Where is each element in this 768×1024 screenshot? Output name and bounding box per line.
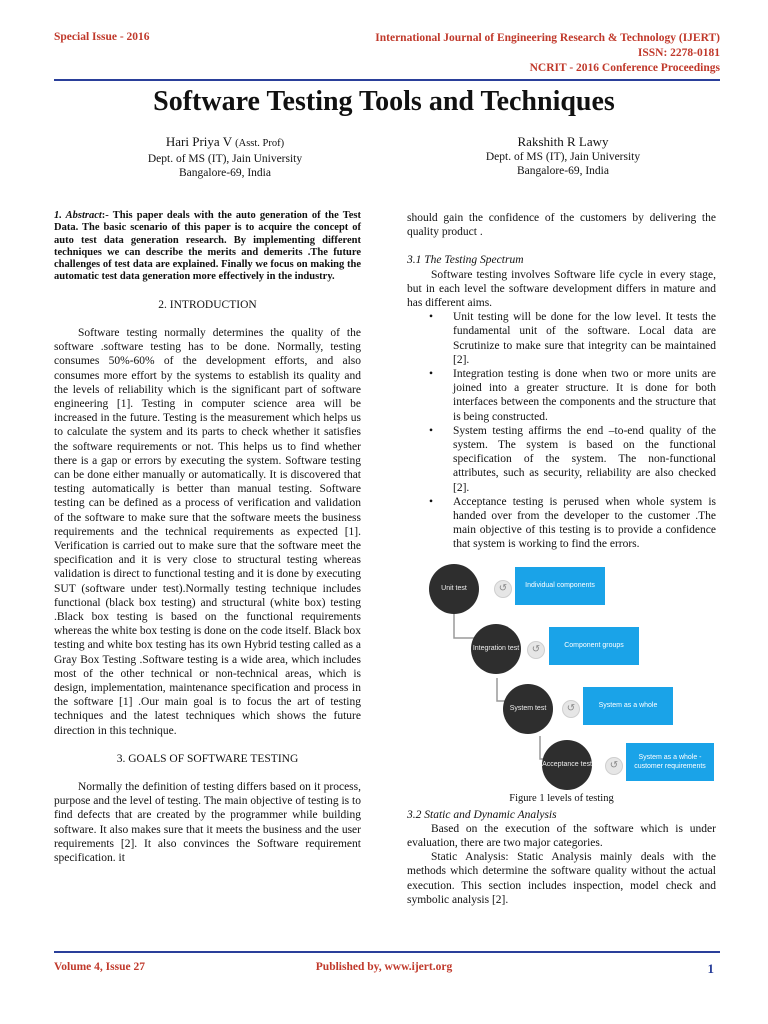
node-system-test: System test (503, 684, 553, 734)
arrow-circle-icon: ↺ (562, 700, 580, 718)
footer-rule (54, 951, 720, 953)
right-column (407, 211, 716, 907)
page-number: 1 (707, 961, 714, 976)
list-item: • System testing affirms the end –to-end quality of the system. The system is based on the functional specification of the system. The non-functional attributes, such as security, reliability are also checked [2]. (429, 424, 716, 494)
arrow-circle-icon: ↺ (605, 757, 623, 775)
figure-caption: Figure 1 levels of testing (509, 792, 614, 804)
bullet-icon: • (429, 368, 434, 381)
left-column (54, 210, 361, 865)
node-integration-test: Integration test (471, 624, 521, 674)
author-name: Hari Priya V (Asst. Prof) (165, 134, 285, 149)
journal-name: International Journal of Engineering Research & Technology (IJERT) (375, 32, 720, 44)
arrow-circle-icon: ↺ (527, 641, 545, 659)
box-component-groups: Component groups (549, 627, 639, 665)
journal-issn: ISSN: 2278-0181 (637, 47, 720, 59)
abstract-lead: 1. Abstract (54, 210, 102, 221)
spectrum-paragraph: Software testing involves Software life cycle in every stage, but in each level the software development differs in mature and has different aims. (407, 268, 716, 310)
goals-paragraph-continued: should gain the confidence of the customers by delivering the quality product . (407, 212, 716, 239)
introduction-paragraph: Software testing normally determines the quality of the software .software testing has to be done. Normally, testing consumes 50%-60% of the development efforts, and also consumes more effort by the systems to establish its quality and the levels of reliability which is the significant part of software engineering [1]. Testing in computer science area will be increased in the future. Testing is the measurement which helps us to calculate the system and its parts to check whether it satisfies the software requirements or not. This helps us to find whether there is a gap or errors by executing the system. Software testing can be done either manually or automatically. It is discovered that testing automatically is better than manual testing. Software testing can be defined as a process of verification and validation of the software to make sure that the software meets the business requirements and the technical requirements as expected [1]. Verification is carried out to make sure that the software meet the specification and it is very close to structural testing whereas validation is direct to functional testing and it is done by executing SUT (software under test).Normally testing technique includes functional (black box testing) and structural (white box) testing .Black box testing is based on the functional requirements whereas the white box testing is done on the code itself. Black box testing and white box testing has its own Hybrid testing called as a Gray Box Testing .Software testing is a wide area, which includes most of the other technical or non-technical areas, which is design, implementation, maintenance specification and process in the software [1] .Our main goal is to focus the art of testing techniques and the latest techniques which shows the future direction in this technique. (54, 326, 361, 737)
abstract-text: :- This paper deals with the auto generation of the Test Data. The basic scenario of this paper is to acquire the concept of auto test data generation research. By implementing different techniques we can describe the merits and demerits .The future challenges of test data are explained. Finally we focus on making the automatic test data generation more effectively in the industry. (54, 210, 361, 283)
subsection-heading-spectrum: 3.1 The Testing Spectrum (407, 254, 524, 267)
author-role: (Asst. Prof) (235, 138, 285, 149)
header-special-issue: Special Issue - 2016 (54, 31, 150, 43)
box-system-as-whole: System as a whole (583, 687, 673, 725)
author-block-2 (428, 135, 698, 179)
node-unit-test: Unit test (429, 564, 479, 614)
box-customer-requirements: System as a whole - customer requirements (626, 743, 714, 781)
list-item: • Acceptance testing is perused when whole system is handed over from the developer to the customer .The main objective of this testing is to provide a confidence that system is working to find the errors. (429, 495, 716, 551)
static-dynamic-paragraph: Based on the execution of the software which is under evaluation, there are two major categories. (407, 822, 716, 850)
header-journal-info (300, 31, 720, 76)
author-dept: Dept. of MS (IT), Jain University (147, 152, 303, 165)
bullet-icon: • (429, 311, 434, 324)
section-heading-goals: 3. GOALS OF SOFTWARE TESTING (116, 752, 299, 765)
static-analysis-paragraph: Static Analysis: Static Analysis mainly deals with the methods which determine the software quality without the actual execution. This section includes inspection, model check and symbolic analysis [2]. (407, 851, 716, 906)
section-heading-introduction: 2. INTRODUCTION (158, 298, 257, 311)
author-address: Bangalore-69, India (179, 167, 271, 179)
bullet-icon: • (429, 495, 434, 508)
author-dept: Dept. of MS (IT), Jain University (485, 150, 641, 163)
paper-title: Software Testing Tools and Techniques (153, 86, 615, 117)
footer-volume: Volume 4, Issue 27 (54, 961, 145, 973)
bullet-icon: • (429, 424, 434, 437)
figure-levels-of-testing (407, 556, 716, 804)
abstract (54, 210, 361, 284)
testing-levels-list (407, 310, 716, 551)
header-rule (54, 79, 720, 81)
list-item: • Unit testing will be done for the low level. It tests the fundamental unit of the software. Local data are Scrutinize to make sure that integrity can be maintained [2]. (429, 311, 716, 366)
conference-proceedings: NCRIT - 2016 Conference Proceedings (529, 62, 720, 74)
goals-paragraph: Normally the definition of testing differs based on it process, purpose and the level of testing. The main objective of testing is to find defects that are created by the programmer while building software. It also makes sure that it meets the business and the user requirements [2]. It also convinces the Software requirement specification. it (54, 781, 361, 865)
arrow-circle-icon: ↺ (494, 580, 512, 598)
node-acceptance-test: Acceptance test (542, 740, 592, 790)
list-item: • Integration testing is done when two or more units are joined into a greater structure. It is done for both interfaces between the components and the structure that is being constructed. (429, 368, 716, 423)
box-individual-components: Individual components (515, 567, 605, 605)
author-block-1 (90, 135, 360, 181)
author-address: Bangalore-69, India (517, 165, 609, 177)
subsection-heading-static-dynamic: 3.2 Static and Dynamic Analysis (407, 808, 557, 821)
author-name: Rakshith R Lawy (517, 134, 609, 149)
footer-publisher: Published by, www.ijert.org (315, 961, 453, 973)
